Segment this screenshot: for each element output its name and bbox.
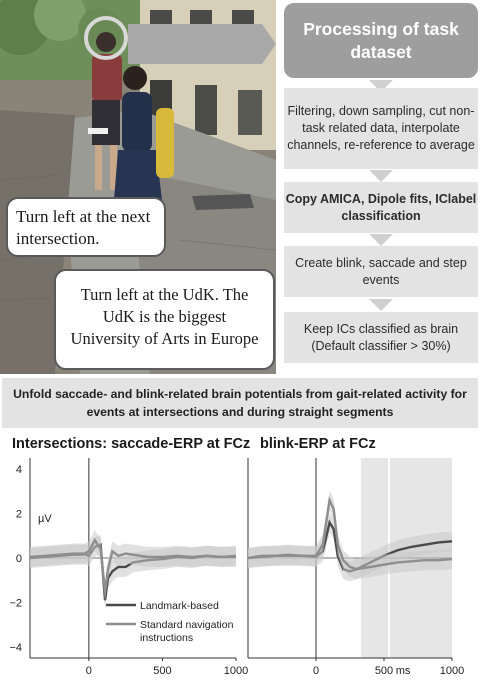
x-tick-label: 500 [374,665,394,677]
down-arrow-icon [369,299,393,311]
y-tick-label: 0 [15,553,22,565]
y-tick-label: −2 [9,597,22,610]
unfold-banner [2,378,478,428]
instruction-bubble-landmark [54,269,275,370]
step-text: Keep ICs classified as brain (Default classifier > 30%) [303,321,459,353]
y-tick-label: 4 [15,464,22,477]
step-keep-ics-box [284,312,478,363]
step-amica-box [284,182,478,233]
y-tick-label: 2 [15,508,22,521]
y-axis-label: µV [38,513,52,525]
step-text: Copy AMICA, Dipole fits, IClabel classification [285,191,477,223]
step-text: Filtering, down sampling, cut non-task related data, interpolate channels, re-reference to average [287,104,475,152]
x-tick-label: 1000 [439,665,465,677]
step-filtering-box [284,88,478,169]
erp-charts [0,430,480,693]
x-axis-label: ms [395,665,411,677]
y-tick-label: −4 [9,641,22,654]
processing-title: Processing of task dataset [303,18,459,62]
legend-label: Landmark-based [140,600,219,612]
chart-title-blink: blink-ERP at FCz [260,436,376,452]
x-tick-label: 500 [153,665,172,677]
step-events-box [284,246,478,297]
bubble-text: Turn left at the next intersection. [16,207,151,248]
x-tick-label: 1000 [223,665,249,677]
unfold-text: Unfold saccade- and blink-related brain potentials from gait-related activity for events at intersections and during straight segments [13,387,467,419]
instruction-bubble-next-intersection [6,197,166,257]
x-tick-label: 0 [85,665,92,677]
x-tick-label: 0 [312,665,320,677]
down-arrow-icon [369,234,393,246]
down-arrow-icon [369,170,393,182]
processing-title-box [284,3,478,78]
step-text: Create blink, saccade and step events [295,255,467,287]
legend-label: Standard navigation instructions [140,619,234,644]
chart-title-saccade: Intersections: saccade-ERP at FCz [12,436,251,452]
bubble-text: Turn left at the UdK. The UdK is the biggest University of Arts in Europe [70,285,259,348]
